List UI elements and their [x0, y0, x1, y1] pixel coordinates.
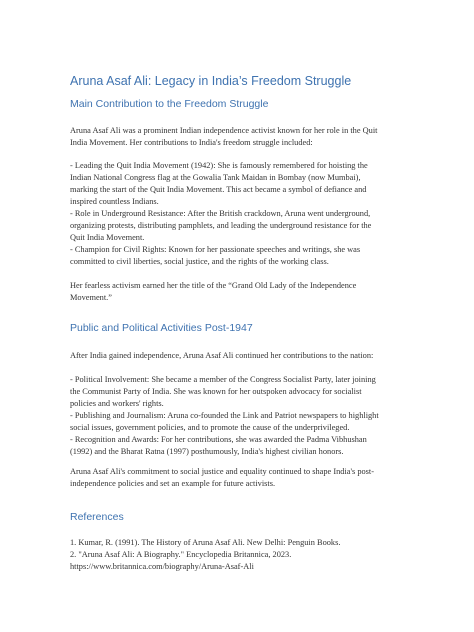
section-heading-references: References — [70, 511, 124, 523]
list-item-line: policies and workers' rights. — [70, 399, 164, 408]
paragraph-line: Movement.” — [70, 293, 112, 302]
list-item-line: - Publishing and Journalism: Aruna co-founded the Link and Patriot newspapers to highlight — [70, 411, 379, 420]
list-item-line: marking the start of the Quit India Movement. This act became a symbol of defiance and — [70, 185, 367, 194]
paragraph-line: Aruna Asaf Ali was a prominent Indian independence activist known for her role in the Quit — [70, 126, 378, 135]
section-heading-main-contribution: Main Contribution to the Freedom Struggle — [70, 98, 269, 110]
paragraph-line: India Movement. Her contributions to India's freedom struggle included: — [70, 138, 313, 147]
list-item-line: - Leading the Quit India Movement (1942): She is famously remembered for hoisting the — [70, 161, 368, 170]
list-item-line: Indian National Congress flag at the Gowalia Tank Maidan in Bombay (now Mumbai), — [70, 173, 361, 182]
paragraph-post-independence — [70, 350, 415, 362]
document-title: Aruna Asaf Ali: Legacy in India’s Freedom Struggle — [70, 74, 352, 88]
paragraph-legacy — [70, 466, 415, 490]
list-item-line: - Political Involvement: She became a member of the Congress Socialist Party, later joining — [70, 375, 376, 384]
list-item-line: - Champion for Civil Rights: Known for her passionate speeches and writings, she was — [70, 245, 361, 254]
paragraph-line: Her fearless activism earned her the title of the “Grand Old Lady of the Independence — [70, 281, 357, 290]
list-item-line: (1992) and the Bharat Ratna (1997) posthumously, India's highest civilian honors. — [70, 447, 344, 456]
reference-link[interactable]: https://www.britannica.com/biography/Aruna-Asaf-Ali — [70, 562, 254, 571]
section-heading-post-1947: Public and Political Activities Post-1947 — [70, 322, 253, 334]
list-item-line: inspired countless Indians. — [70, 197, 159, 206]
paragraph-intro — [70, 125, 415, 149]
list-item-line: - Recognition and Awards: For her contributions, she was awarded the Padma Vibhushan — [70, 435, 367, 444]
paragraph-line: independence policies and set an example for future activists. — [70, 479, 276, 488]
reference-item: 2. "Aruna Asaf Ali: A Biography." Encyclopedia Britannica, 2023. — [70, 550, 292, 559]
reference-item: 1. Kumar, R. (1991). The History of Aruna Asaf Ali. New Delhi: Penguin Books. — [70, 538, 341, 547]
paragraph-line: Aruna Asaf Ali's commitment to social justice and equality continued to shape India's post- — [70, 467, 375, 476]
paragraph-activities-list — [70, 374, 415, 458]
list-item-line: social issues, government policies, and to promote the cause of the underprivileged. — [70, 423, 350, 432]
list-item-line: committed to civil liberties, social justice, and the rights of the working class. — [70, 257, 329, 266]
list-item-line: - Role in Underground Resistance: After the British crackdown, Aruna went underground, — [70, 209, 371, 218]
paragraph-title-note — [70, 280, 415, 304]
references-list — [70, 537, 415, 573]
list-item-line: organizing protests, distributing pamphlets, and leading the underground resistance for the — [70, 221, 372, 230]
paragraph-contributions-list — [70, 160, 415, 268]
list-item-line: Quit India Movement. — [70, 233, 145, 242]
paragraph-line: After India gained independence, Aruna Asaf Ali continued her contributions to the nation: — [70, 351, 374, 360]
list-item-line: the Communist Party of India. She was known for her outspoken advocacy for socialist — [70, 387, 362, 396]
